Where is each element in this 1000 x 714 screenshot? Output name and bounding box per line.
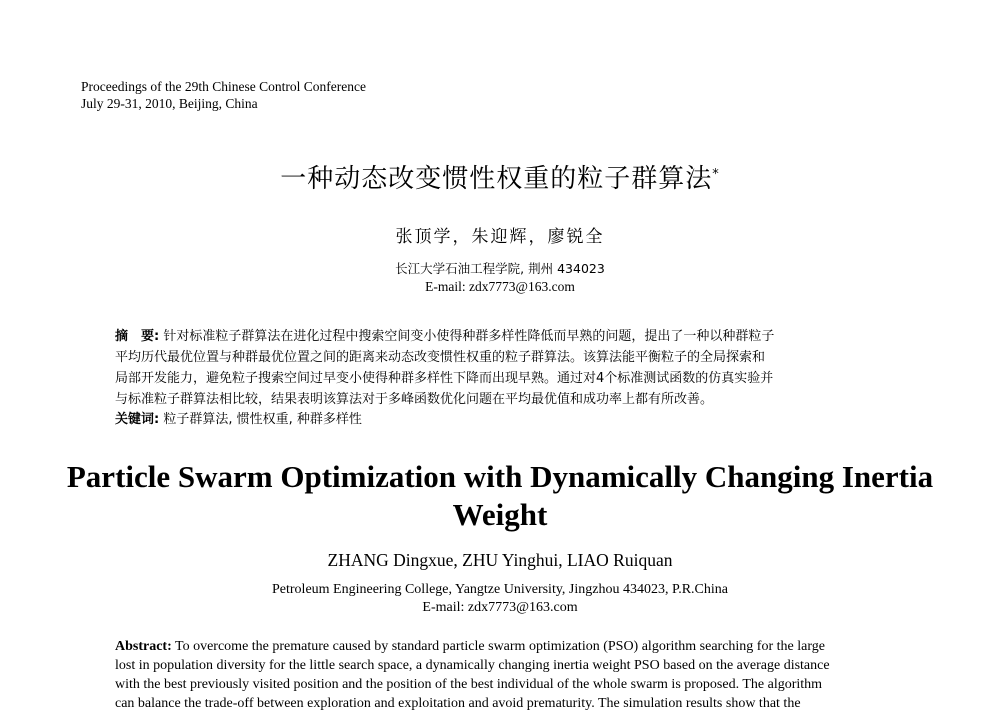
proceedings-line-2: July 29-31, 2010, Beijing, China <box>81 96 258 111</box>
title-footnote-mark: * <box>712 167 720 182</box>
english-abstract-line: To overcome the premature caused by standard particle swarm optimization (PSO) algorithm searching for the large <box>171 639 825 654</box>
chinese-email: E-mail: zdx7773@163.com <box>425 279 575 294</box>
proceedings-header <box>81 78 366 112</box>
english-title-line-1: Particle Swarm Optimization with Dynamically Changing Inertia <box>66 459 934 494</box>
english-title-line-2: Weight <box>452 497 548 532</box>
english-abstract <box>115 637 887 713</box>
chinese-authors: 张顶学，朱迎辉，廖锐全 <box>395 227 605 247</box>
english-abstract-line: with the best previously visited position and the position of the best individual of the whole swarm is proposed. The algorithm <box>115 677 823 692</box>
chinese-keywords <box>115 410 362 430</box>
english-abstract-label: Abstract: <box>115 639 172 654</box>
chinese-affiliation <box>0 260 1000 296</box>
english-email: E-mail: zdx7773@163.com <box>422 600 578 615</box>
chinese-abstract <box>115 326 890 410</box>
english-abstract-line: can balance the trade-off between exploration and exploitation and avoid prematurity. The simulation results show that the <box>115 696 801 711</box>
chinese-affiliation-text: 长江大学石油工程学院, 荆州 434023 <box>395 261 605 276</box>
chinese-title <box>0 162 1000 196</box>
chinese-abstract-line: 针对标准粒子群算法在进化过程中搜索空间变小使得种群多样性降低而早熟的问题，提出了一种以种群粒子 <box>159 329 775 344</box>
english-title <box>0 458 1000 534</box>
english-affiliation <box>0 581 1000 617</box>
chinese-title-text: 一种动态改变惯性权重的粒子群算法 <box>280 164 713 194</box>
english-abstract-line: lost in population diversity for the little search space, a dynamically changing inertia weight PSO based on the average distance <box>115 658 830 673</box>
proceedings-line-1: Proceedings of the 29th Chinese Control Conference <box>81 79 366 94</box>
chinese-keywords-text: 粒子群算法, 惯性权重, 种群多样性 <box>159 412 362 427</box>
english-authors: ZHANG Dingxue, ZHU Yinghui, LIAO Ruiquan <box>327 550 673 570</box>
chinese-keywords-label: 关键词: <box>115 412 160 427</box>
english-affiliation-text: Petroleum Engineering College, Yangtze University, Jingzhou 434023, P.R.China <box>272 582 728 597</box>
chinese-abstract-line: 局部开发能力，避免粒子搜索空间过早变小使得种群多样性下降而出现早熟。通过对4个标准测试函数的仿真实验并 <box>115 371 774 386</box>
chinese-abstract-label: 摘 要: <box>115 329 160 344</box>
chinese-abstract-line: 与标准粒子群算法相比较，结果表明该算法对于多峰函数优化问题在平均最优值和成功率上都有所改善。 <box>115 392 714 407</box>
chinese-abstract-line: 平均历代最优位置与种群最优位置之间的距离来动态改变惯性权重的粒子群算法。该算法能平衡粒子的全局探索和 <box>115 350 766 365</box>
